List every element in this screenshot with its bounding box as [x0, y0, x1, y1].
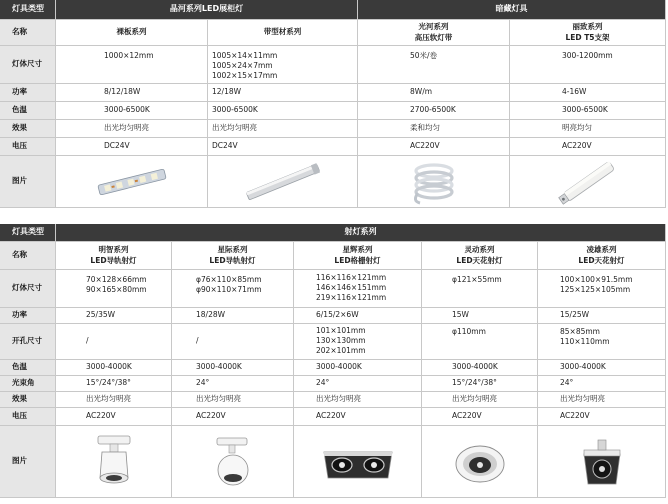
square-ceiling-spotlight-icon [574, 432, 630, 492]
size-value [358, 46, 510, 84]
name-line: LED T5支架 [565, 32, 610, 42]
effect-value: 出光均匀明亮 [294, 392, 422, 408]
voltage-value: AC220V [294, 408, 422, 426]
row-label-voltage: 电压 [0, 138, 56, 156]
size-line: 300-1200mm [562, 51, 613, 60]
cutout-line: 202×101mm [316, 346, 366, 356]
cutout-value [538, 324, 666, 360]
row-label-cutout: 开孔尺寸 [0, 324, 56, 360]
size-value [56, 46, 208, 84]
color-temp-value: 3000-4000K [56, 360, 172, 376]
product-image [358, 156, 510, 208]
effect-value: 明亮均匀 [510, 120, 666, 138]
name-line: 星辉系列 [342, 245, 373, 255]
color-temp-value: 3000-6500K [56, 102, 208, 120]
effect-value: 出光均匀明亮 [56, 392, 172, 408]
product-name [294, 242, 422, 270]
voltage-value: AC220V [538, 408, 666, 426]
top-spec-table [0, 0, 666, 208]
cutout-line: / [196, 336, 199, 346]
name-line: 裸板系列 [116, 27, 147, 37]
product-name [422, 242, 538, 270]
cutout-line: φ110mm [452, 327, 486, 336]
product-name [56, 242, 172, 270]
name-line: 光河系列 [418, 22, 449, 32]
power-value: 8W/m [358, 84, 510, 102]
color-temp-value: 3000-4000K [538, 360, 666, 376]
color-temp-value: 2700-6500K [358, 102, 510, 120]
cutout-line: 130×130mm [316, 336, 366, 346]
name-line: LED导轨射灯 [90, 255, 137, 265]
cutout-line: 110×110mm [560, 337, 610, 347]
size-line: 50米/卷 [410, 51, 438, 60]
cutout-value [422, 324, 538, 360]
product-image [56, 426, 172, 498]
product-image [294, 426, 422, 498]
power-value: 8/12/18W [56, 84, 208, 102]
group-header-showcase: 晶河系列LED展柜灯 [56, 0, 358, 20]
size-line: φ76×110×85mm [196, 275, 262, 284]
product-name [538, 242, 666, 270]
row-label-effect: 效果 [0, 392, 56, 408]
size-line: 219×116×121mm [316, 293, 387, 303]
product-image [56, 156, 208, 208]
name-line: 带型材系列 [263, 27, 302, 37]
color-temp-value: 3000-4000K [294, 360, 422, 376]
effect-value: 出光均匀明亮 [538, 392, 666, 408]
led-profile-bar-icon [243, 162, 323, 202]
power-value: 25/35W [56, 308, 172, 324]
beam-angle-value: 15°/24°/38° [56, 376, 172, 392]
product-image [422, 426, 538, 498]
size-value [172, 270, 294, 308]
effect-value: 出光均匀明亮 [208, 120, 358, 138]
power-value: 4-16W [510, 84, 666, 102]
size-line: 90×165×80mm [86, 285, 147, 295]
led-bare-board-icon [94, 162, 170, 202]
t5-bracket-icon [553, 159, 623, 205]
table-spacer [0, 216, 666, 224]
row-label-name: 名称 [0, 20, 56, 46]
power-value: 18/28W [172, 308, 294, 324]
size-line: 100×100×91.5mm [560, 275, 633, 284]
cutout-line: 101×101mm [316, 326, 366, 335]
cutout-value [172, 324, 294, 360]
power-value: 6/15/2×6W [294, 308, 422, 324]
track-spotlight-large-icon [84, 432, 144, 492]
cutout-value [294, 324, 422, 360]
voltage-value: AC220V [358, 138, 510, 156]
row-label-power: 功率 [0, 84, 56, 102]
voltage-value: DC24V [208, 138, 358, 156]
product-image [510, 156, 666, 208]
name-line: 星际系列 [217, 245, 248, 255]
size-value [56, 270, 172, 308]
size-line: 1005×24×7mm [212, 61, 273, 71]
effect-value: 出光均匀明亮 [422, 392, 538, 408]
beam-angle-value: 24° [538, 376, 666, 392]
color-temp-value: 3000-6500K [208, 102, 358, 120]
grille-spotlight-icon [318, 434, 398, 490]
size-line: φ90×110×71mm [196, 285, 262, 295]
voltage-value: AC220V [56, 408, 172, 426]
product-image [538, 426, 666, 498]
size-line: 70×128×66mm [86, 275, 147, 284]
voltage-value: AC220V [172, 408, 294, 426]
row-label-effect: 效果 [0, 120, 56, 138]
size-line: 1002×15×17mm [212, 71, 278, 81]
product-name [510, 20, 666, 46]
size-value [538, 270, 666, 308]
group-header-concealed: 暗藏灯具 [358, 0, 666, 20]
product-name [208, 20, 358, 46]
voltage-value: DC24V [56, 138, 208, 156]
power-value: 12/18W [208, 84, 358, 102]
row-label-picture: 图片 [0, 156, 56, 208]
cutout-value [56, 324, 172, 360]
effect-value: 出光均匀明亮 [56, 120, 208, 138]
round-ceiling-spotlight-icon [450, 434, 510, 490]
row-label-size: 灯体尺寸 [0, 270, 56, 308]
bottom-spec-table [0, 224, 666, 498]
color-temp-value: 3000-6500K [510, 102, 666, 120]
name-line: LED天花射灯 [578, 255, 625, 265]
effect-value: 出光均匀明亮 [172, 392, 294, 408]
track-spotlight-small-icon [205, 432, 261, 492]
color-temp-value: 3000-4000K [422, 360, 538, 376]
size-value [422, 270, 538, 308]
product-image [208, 156, 358, 208]
name-line: LED导轨射灯 [209, 255, 256, 265]
effect-value: 柔和均匀 [358, 120, 510, 138]
name-line: LED格栅射灯 [334, 255, 381, 265]
name-line: LED天花射灯 [456, 255, 503, 265]
name-line: 灵动系列 [464, 245, 495, 255]
name-line: 高压软灯带 [414, 32, 453, 42]
product-image [172, 426, 294, 498]
row-label-color-temp: 色温 [0, 360, 56, 376]
voltage-value: AC220V [422, 408, 538, 426]
beam-angle-value: 24° [294, 376, 422, 392]
cutout-line: 85×85mm [560, 327, 600, 336]
size-line: 1000×12mm [104, 51, 154, 60]
row-label-voltage: 电压 [0, 408, 56, 426]
color-temp-value: 3000-4000K [172, 360, 294, 376]
header-label: 灯具类型 [0, 0, 56, 20]
name-line: 凌雄系列 [586, 245, 617, 255]
size-line: 125×125×105mm [560, 285, 631, 295]
size-line: 146×146×151mm [316, 283, 387, 293]
size-line: 1005×14×11mm [212, 51, 278, 60]
size-value [208, 46, 358, 84]
beam-angle-value: 15°/24°/38° [422, 376, 538, 392]
product-name [172, 242, 294, 270]
power-value: 15W [422, 308, 538, 324]
size-value [294, 270, 422, 308]
power-value: 15/25W [538, 308, 666, 324]
size-line: φ121×55mm [452, 275, 502, 284]
row-label-size: 灯体尺寸 [0, 46, 56, 84]
product-name [56, 20, 208, 46]
header-label: 灯具类型 [0, 224, 56, 242]
row-label-picture: 图片 [0, 426, 56, 498]
row-label-color-temp: 色温 [0, 102, 56, 120]
cutout-line: / [86, 336, 89, 346]
group-header-spotlight: 射灯系列 [56, 224, 666, 242]
beam-angle-value: 24° [172, 376, 294, 392]
name-line: 明智系列 [98, 245, 129, 255]
name-line: 丽致系列 [572, 22, 603, 32]
voltage-value: AC220V [510, 138, 666, 156]
row-label-power: 功率 [0, 308, 56, 324]
size-line: 116×116×121mm [316, 273, 387, 282]
size-value [510, 46, 666, 84]
product-name [358, 20, 510, 46]
row-label-beam-angle: 光束角 [0, 376, 56, 392]
led-strip-coil-icon [404, 159, 464, 205]
row-label-name: 名称 [0, 242, 56, 270]
